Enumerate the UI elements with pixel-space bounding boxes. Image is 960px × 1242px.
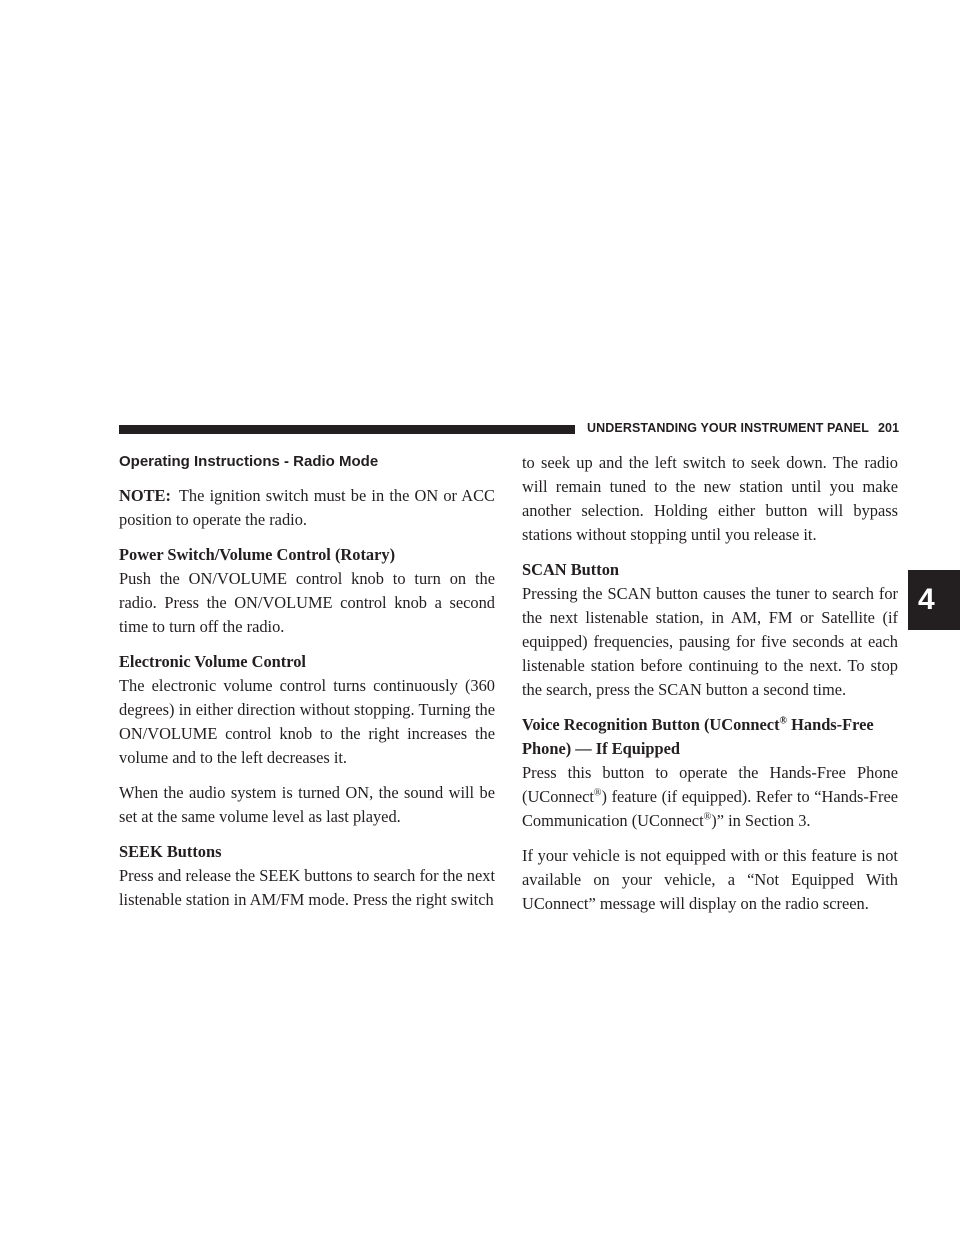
vr-heading-part1: Voice Recognition Button (UConnect [522,715,780,734]
right-column [522,451,898,927]
vr-heading [522,713,898,761]
evc-heading: Electronic Volume Control [119,652,306,671]
chapter-number: 4 [918,583,935,616]
chapter-tab [908,570,960,630]
trademark-symbol: ® [593,787,602,799]
evc-text: The electronic volume control turns continuously (360 degrees) in either direction without stopping. Turning the ON/VOLUME control knob to the right increases the volume and to the left decreases it. [119,676,495,767]
page-number: 201 [877,421,900,435]
section-title: Operating Instructions - Radio Mode [119,453,379,470]
trademark-symbol: ® [703,811,712,823]
vr-heading-part2: Hands-Free Phone) — If Equipped [522,715,874,758]
vr-text [522,761,898,833]
trademark-symbol: ® [779,715,788,727]
power-heading: Power Switch/Volume Control (Rotary) [119,545,396,564]
vr-text-part2: ) feature (if equipped). Refer to “Hands-Free Communication (UConnect [522,787,898,830]
note-label: NOTE: [119,486,171,505]
running-header [587,421,899,435]
power-text: Push the ON/VOLUME control knob to turn on the radio. Press the ON/VOLUME control knob a second time to turn off the radio. [119,569,495,636]
note-text: The ignition switch must be in the ON or ACC position to operate the radio. [119,486,495,529]
header-section-title: UNDERSTANDING YOUR INSTRUMENT PANEL [587,421,869,435]
scan-text: Pressing the SCAN button causes the tuner to search for the next listenable station, in AM, FM or Satellite (if equipped) frequencies, pausing for five seconds at each listenable station before continuing to the next. To stop the search, press the SCAN button a second time. [522,584,898,699]
audio-on-text: When the audio system is turned ON, the sound will be set at the same volume level as last played. [119,783,495,826]
vr-text-part1: Press this button to operate the Hands-Free Phone (UConnect [522,763,898,806]
left-column [119,451,495,923]
seek-text: Press and release the SEEK buttons to search for the next listenable station in AM/FM mode. Press the right switch [119,866,495,909]
seek-continued-text: to seek up and the left switch to seek down. The radio will remain tuned to the new station until you make another selection. Holding either button will bypass stations without stopping until you release it. [522,453,898,544]
vr-text-part3: )” in Section 3. [711,811,811,830]
note-paragraph [119,484,495,532]
scan-heading: SCAN Button [522,560,619,579]
seek-heading: SEEK Buttons [119,842,222,861]
not-equipped-text: If your vehicle is not equipped with or this feature is not available on your vehicle, a “Not Equipped With UConnect” message will display on the radio screen. [522,846,898,913]
header-rule [119,425,575,434]
